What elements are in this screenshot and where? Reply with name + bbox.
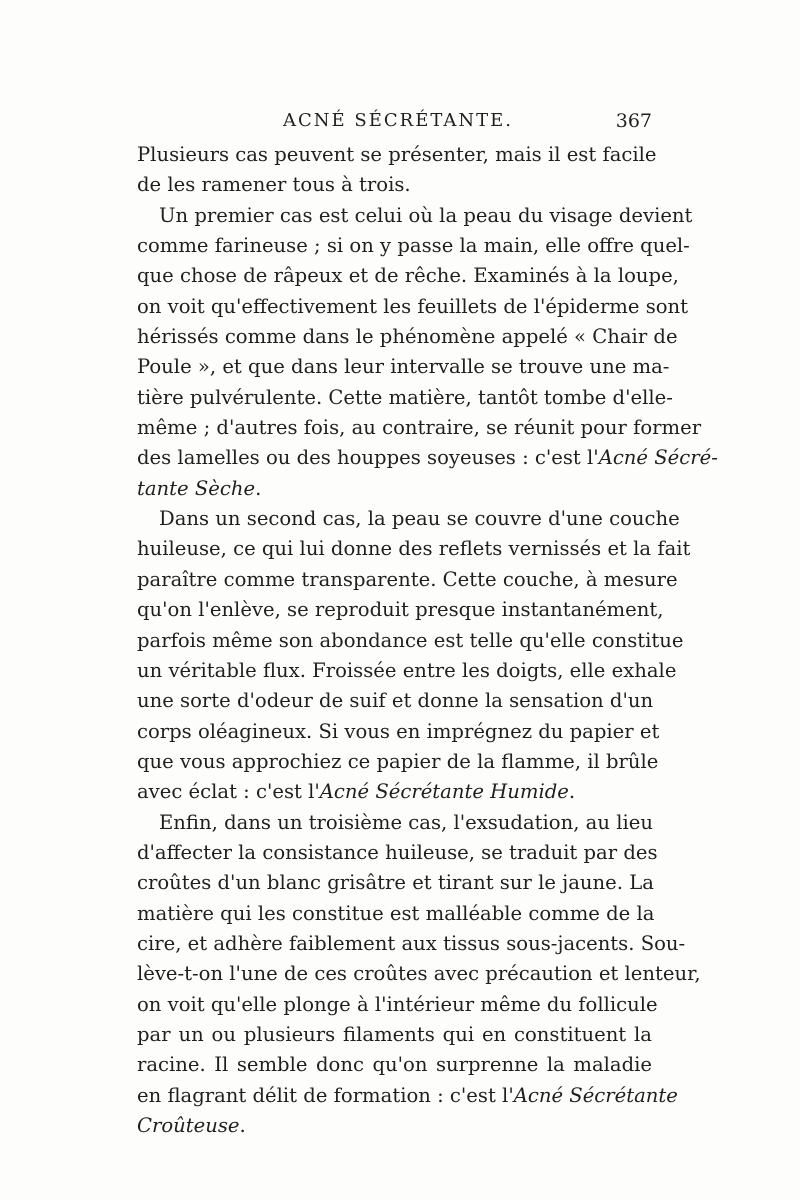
italic-term: Acné Sécrétante: [513, 1083, 678, 1107]
text-line: que chose de râpeux et de rêche. Examinés à la loupe,: [137, 264, 679, 288]
text-line: avec éclat : c'est l'Acné Sécrétante Humide.: [137, 780, 576, 804]
text-line: lève-t-on l'une de ces croûtes avec précaution et lenteur,: [137, 962, 701, 986]
text-line: une sorte d'odeur de suif et donne la sensation d'un: [137, 689, 654, 713]
text-line: qu'on l'enlève, se reproduit presque instantanément,: [137, 598, 664, 622]
text-line: on voit qu'effectivement les feuillets de l'épiderme sont: [137, 294, 689, 318]
text-line: de les ramener tous à trois.: [137, 173, 411, 197]
italic-term: Acné Sécré-: [598, 446, 718, 470]
text-line: hérissés comme dans le phénomène appelé « Chair de: [137, 325, 678, 349]
text-line: on voit qu'elle plonge à l'intérieur même du follicule: [137, 992, 658, 1016]
text-line: corps oléagineux. Si vous en imprégnez du papier et: [137, 719, 660, 743]
text-line: Croûteuse.: [137, 1114, 246, 1137]
text-line: Poule », et que dans leur intervalle se trouve une ma-: [137, 355, 670, 379]
text-line: tante Sèche.: [137, 476, 262, 500]
running-head: [138, 108, 658, 138]
italic-term: tante Sèche: [137, 476, 256, 500]
text-line: paraître comme transparente. Cette couche, à mesure: [137, 567, 678, 591]
text-line: huileuse, ce qui lui donne des reflets vernissés et la fait: [137, 537, 691, 561]
text-line: par un ou plusieurs filaments qui en constituent la: [137, 1022, 652, 1046]
text-line: en flagrant délit de formation : c'est l'Acné Sécrétante: [137, 1083, 678, 1107]
italic-term: Croûteuse: [137, 1114, 240, 1137]
paragraph-start-line: Dans un second cas, la peau se couvre d'une couche: [159, 507, 680, 531]
text-line: matière qui les constitue est malléable comme de la: [137, 901, 655, 925]
paragraph-start-line: Enfin, dans un troisième cas, l'exsudation, au lieu: [159, 810, 653, 834]
text-line: comme farineuse ; si on y passe la main, elle offre quel-: [137, 234, 690, 258]
text-line: racine. Il semble donc qu'on surprenne la maladie: [137, 1053, 652, 1077]
text-line: d'affecter la consistance huileuse, se traduit par des: [137, 840, 658, 864]
body-text: [137, 140, 718, 1141]
italic-term: Acné Sécrétante Humide: [319, 780, 569, 804]
text-line: que vous approchiez ce papier de la flamme, il brûle: [137, 749, 659, 773]
text-line: croûtes d'un blanc grisâtre et tirant sur le jaune. La: [137, 871, 654, 895]
text-line: des lamelles ou des houppes soyeuses : c'est l'Acné Sécré-: [137, 446, 718, 470]
paragraph-start-line: Un premier cas est celui où la peau du visage devient: [159, 203, 693, 227]
page-number: 367: [615, 110, 652, 132]
text-line: même ; d'autres fois, au contraire, se réunit pour former: [137, 416, 702, 440]
text-line: tière pulvérulente. Cette matière, tantôt tombe d'elle-: [137, 385, 673, 409]
running-title: ACNÉ SÉCRÉTANTE.: [283, 110, 513, 131]
text-line: parfois même son abondance est telle qu'elle constitue: [137, 628, 684, 652]
text-line: un véritable flux. Froissée entre les doigts, elle exhale: [137, 658, 677, 682]
text-line: cire, et adhère faiblement aux tissus sous-jacents. Sou-: [137, 931, 686, 955]
text-line: Plusieurs cas peuvent se présenter, mais il est facile: [137, 143, 657, 166]
